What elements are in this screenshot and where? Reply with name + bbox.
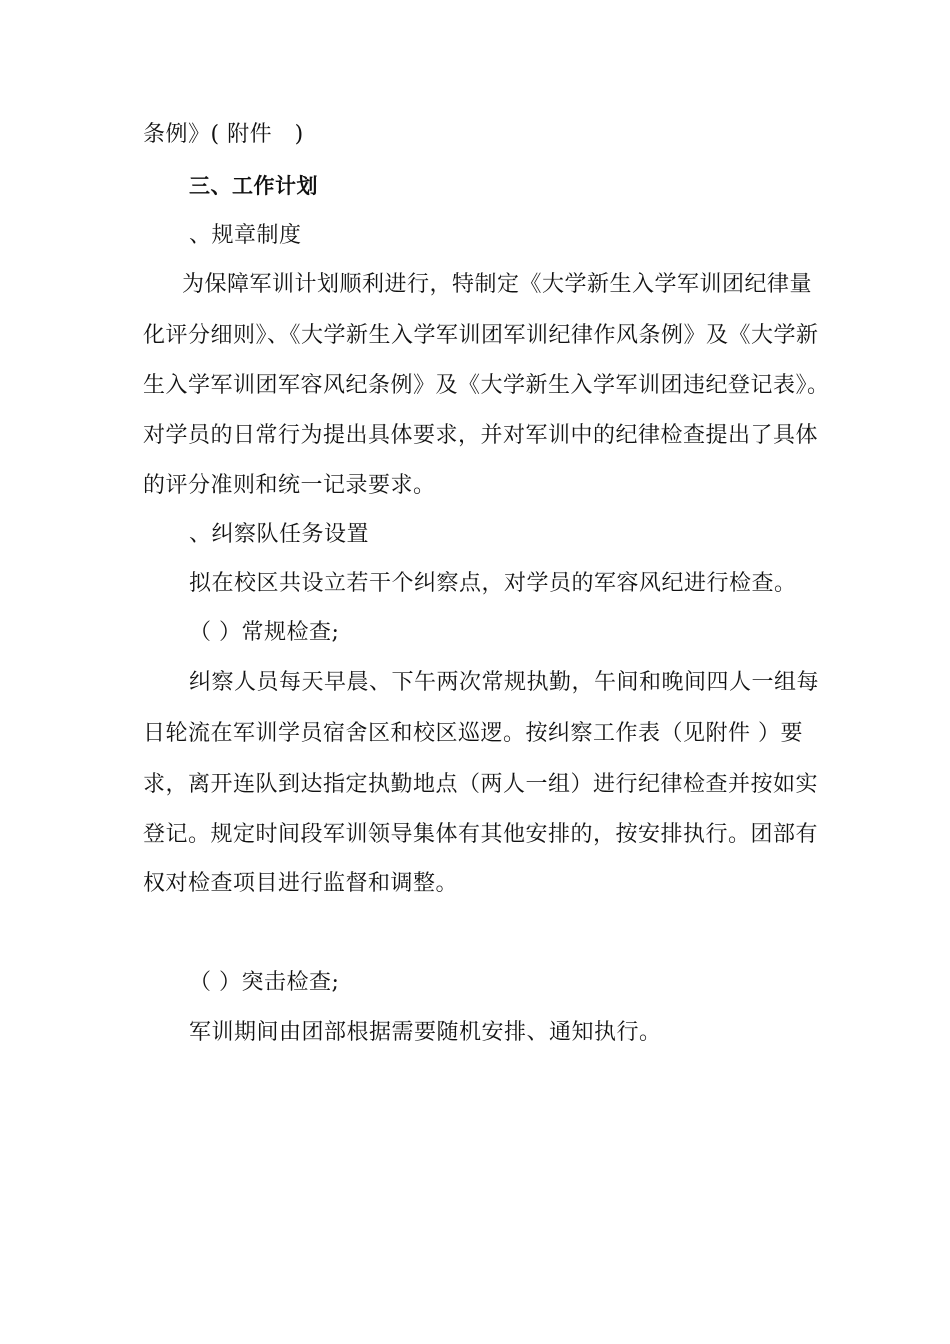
paragraph-line: 日轮流在军训学员宿舍区和校区巡逻。按纠察工作表（见附件 ）要 (143, 721, 803, 746)
paragraph-line: 生入学军训团军容风纪条例》及《大学新生入学军训团违纪登记表》。 (143, 373, 830, 398)
paragraph-line: 纠察人员每天早晨、下午两次常规执勤，午间和晚间四人一组每 (189, 670, 820, 695)
subheading-regulations: 、规章制度 (189, 223, 302, 248)
subheading-surprise-check: （ ）突击检查; (189, 970, 340, 995)
subheading-routine-check: （ ）常规检查; (189, 620, 340, 645)
section-heading-work-plan: 三、工作计划 (189, 174, 318, 198)
paragraph-line: 权对检查项目进行监督和调整。 (143, 871, 459, 896)
paragraph-line: 的评分准则和统一记录要求。 (143, 473, 436, 498)
paragraph-line: 拟在校区共设立若干个纠察点，对学员的军容风纪进行检查。 (189, 571, 797, 596)
paragraph-line: 军训期间由团部根据需要随机安排、通知执行。 (189, 1020, 662, 1045)
paragraph-line: 求，离开连队到达指定执勤地点（两人一组）进行纪律检查并按如实 (143, 772, 819, 797)
paragraph-line: 化评分细则》、《大学新生入学军训团军训纪律作风条例》及《大学新 (143, 323, 819, 348)
paragraph-line: 为保障军训计划顺利进行，特制定《大学新生入学军训团纪律量 (182, 272, 813, 297)
paragraph-line: 对学员的日常行为提出具体要求，并对军训中的纪律检查提出了具体 (143, 423, 819, 448)
paragraph-line: 登记。规定时间段军训领导集体有其他安排的，按安排执行。团部有 (143, 822, 819, 847)
text-line-attachment-ref: 条例》( 附件 ) (143, 122, 304, 147)
subheading-patrol-setup: 、纠察队任务设置 (189, 522, 370, 547)
